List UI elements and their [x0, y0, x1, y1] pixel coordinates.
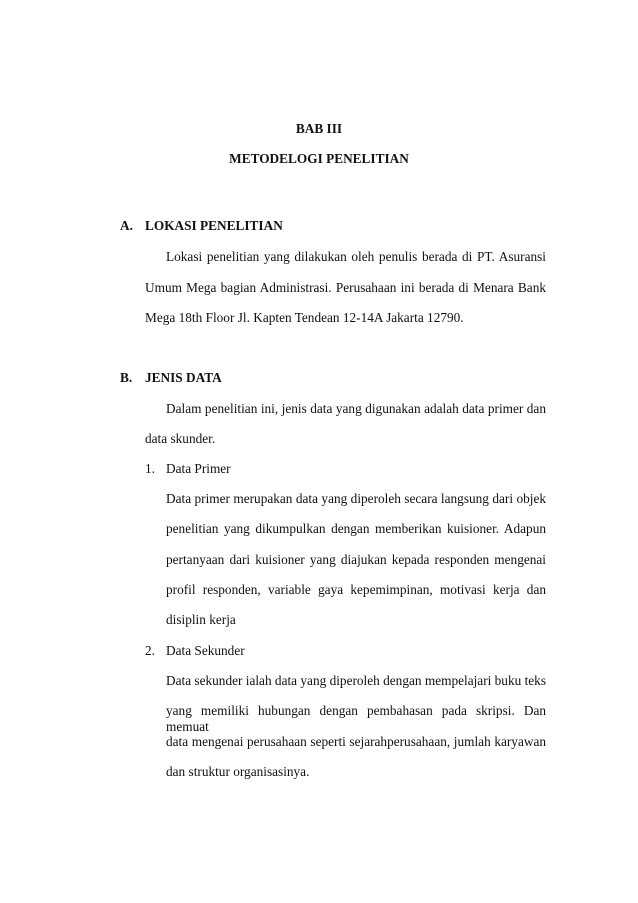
- chapter-title: METODELOGI PENELITIAN: [229, 151, 409, 166]
- section-b-heading: JENIS DATA: [145, 370, 222, 385]
- list-item-line: penelitian yang dikumpulkan dengan memberikan kuisioner. Adapun: [166, 521, 546, 536]
- section-a-paragraph-line: Mega 18th Floor Jl. Kapten Tendean 12-14A Jakarta 12790.: [145, 310, 464, 325]
- list-item-line: profil responden, variable gaya kepemimpinan, motivasi kerja dan: [166, 582, 546, 597]
- section-a-paragraph-line: Lokasi penelitian yang dilakukan oleh penulis berada di PT. Asuransi: [166, 249, 546, 264]
- list-item-line: yang memiliki hubungan dengan pembahasan pada skripsi. Dan memuat: [166, 703, 546, 734]
- section-b-intro-line: data skunder.: [145, 431, 216, 446]
- list-item-number: 1.: [145, 461, 155, 476]
- list-item-line: pertanyaan dari kuisioner yang diajukan kepada responden mengenai: [166, 552, 546, 567]
- list-item-number: 2.: [145, 643, 155, 658]
- section-b-intro-line: Dalam penelitian ini, jenis data yang digunakan adalah data primer dan: [166, 401, 546, 416]
- section-b-marker: B.: [120, 370, 133, 385]
- list-item-title: Data Sekunder: [166, 643, 245, 658]
- list-item-line: data mengenai perusahaan seperti sejarahperusahaan, jumlah karyawan: [166, 734, 546, 749]
- section-a-marker: A.: [120, 218, 133, 233]
- section-a-heading: LOKASI PENELITIAN: [145, 218, 283, 233]
- chapter-number: BAB III: [295, 121, 343, 136]
- list-item-line: dan struktur organisasinya.: [166, 764, 310, 779]
- list-item-line: Data primer merupakan data yang diperoleh secara langsung dari objek: [166, 491, 546, 506]
- section-a-paragraph-line: Umum Mega bagian Administrasi. Perusahaan ini berada di Menara Bank: [145, 280, 546, 295]
- list-item-title: Data Primer: [166, 461, 231, 476]
- list-item-line: disiplin kerja: [166, 612, 236, 627]
- list-item-line: Data sekunder ialah data yang diperoleh dengan mempelajari buku teks: [166, 673, 546, 688]
